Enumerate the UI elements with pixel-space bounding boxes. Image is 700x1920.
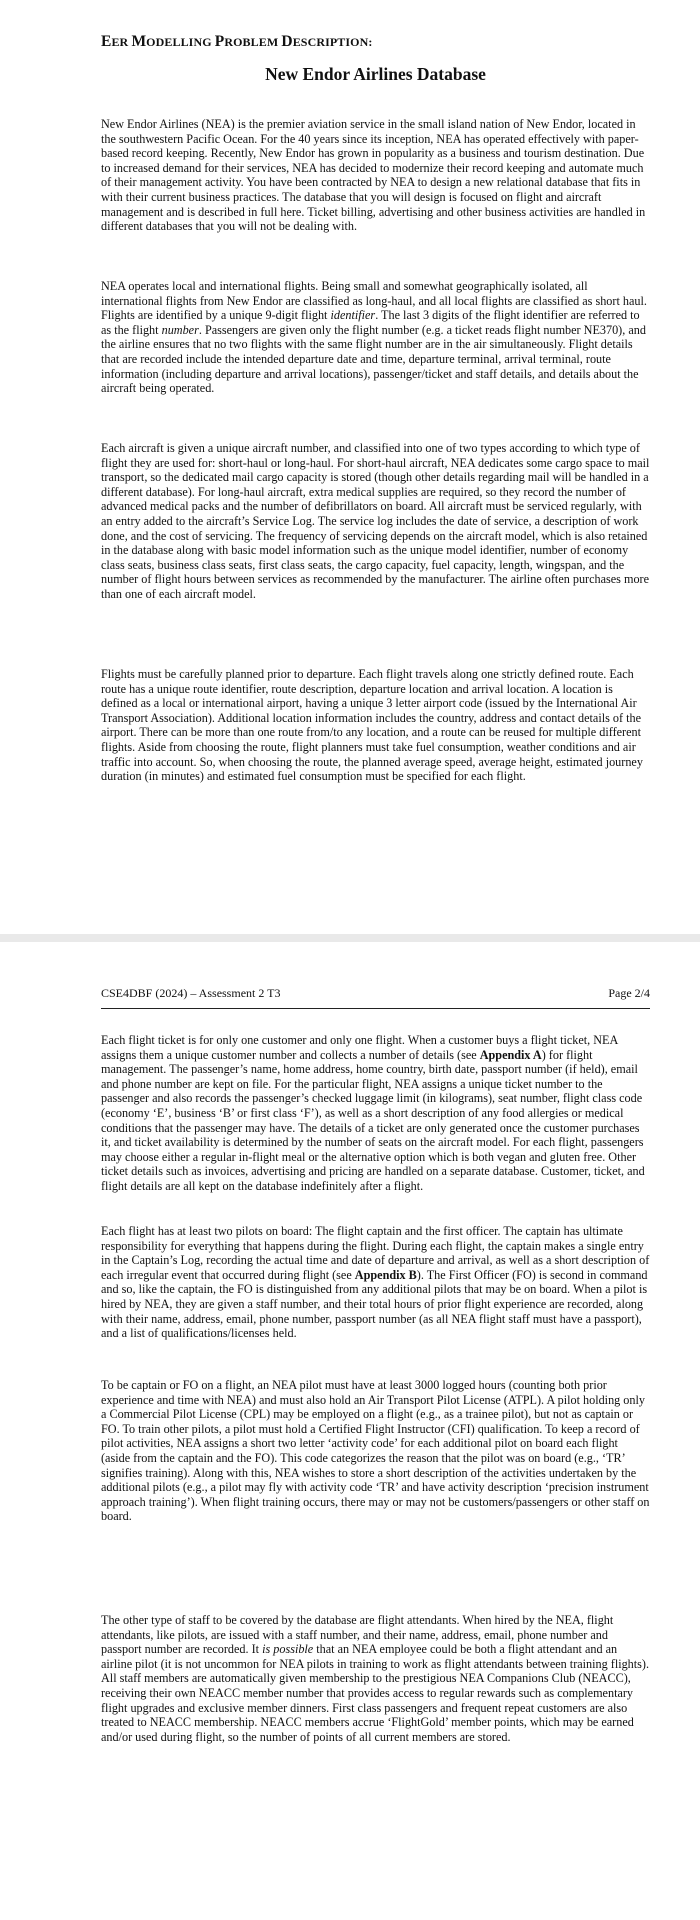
text-run: Each flight ticket is for only one customer and only one flight. When a customer buys a flight ticket, NEA assigns them a unique customer number and collects a number of details (see bbox=[101, 1033, 618, 1062]
text-run: . The last 3 digits of the flight identifier are referred to as the flight bbox=[101, 308, 640, 337]
text-run: that an NEA employee could be both a flight attendant and an airline pilot (it is not uncommon for NEA pilots in training to work as flight attendants between training flights). All staff members are automatically given membership to the prestigious NEA Companions Club (NEACC), receiving their own NEACC member number that provides access to regular rewards such as complementary flight upgrades and exclusive member dinners. First class passengers and frequent repeat customers are also treated to NEACC membership. NEACC members accrue ‘FlightGold’ member points, which may be earned and/or used during flight, so the number of points of all current members are stored. bbox=[101, 1642, 650, 1744]
text-run: Each flight has at least two pilots on board: The flight captain and the first officer. The captain has ultimate responsibility for everything that happens during the flight. During each flight, the captain makes a single entry in the Captain’s Log, recording the actual time and date of departure and arrival, as well as a short description of each irregular event that occurred during flight (see bbox=[101, 1224, 650, 1282]
text-run: ). The First Officer (FO) is second in command and so, like the captain, the FO is distinguished from any additional pilots that may be on board. When a pilot is hired by NEA, they are given a staff number, and their total hours of prior flight experience are recorded, along with their name, address, email, phone number, passport number (as all NEA flight staff must have a passport), and a list of qualifications/licenses held. bbox=[101, 1267, 648, 1341]
page-header bbox=[101, 986, 650, 1009]
paragraph-aircraft: Each aircraft is given a unique aircraft number, and classified into one of two types according to which type of flight they are used for: short-haul or long-haul. For short-haul aircraft, NEA dedicates some cargo space to mail transport, so the dedicated mail cargo capacity is stored (though other details regarding mail will be handled in a different database). For long-haul aircraft, extra medical supplies are required, so they record the number of advanced medical packs and the number of defibrillators on board. All aircraft must be serviced regularly, with an entry added to the aircraft’s Service Log. The service log includes the date of service, a description of work done, and the cost of servicing. The frequency of servicing depends on the aircraft model, which is also retained in the database along with basic model information such as the unique model identifier, number of economy class seats, business class seats, first class seats, the cargo capacity, fuel capacity, length, wingspan, and the number of flight hours between services as recommended by the manufacturer. The airline often purchases more than one of each aircraft model. bbox=[101, 441, 650, 601]
paragraph-intro: New Endor Airlines (NEA) is the premier aviation service in the small island nation of New Endor, located in the southwestern Pacific Ocean. For the 40 years since its inception, NEA has operated effectively with paper-based record keeping. Recently, New Endor has grown in popularity as a business and tourism destination. Due to increased demand for their services, NEA has decided to modernize their record keeping and automate much of their management activity. You have been contracted by NEA to design a new relational database that fits in with their current business practices. The database that you will design is focused on flight and aircraft management and is described in full here. Ticket billing, advertising and other business activities are handled in different databases that you will not be dealing with. bbox=[101, 117, 646, 234]
heading-part: ODELLING bbox=[146, 35, 215, 49]
italic-term: number bbox=[161, 322, 199, 337]
paragraph-pilots bbox=[101, 1224, 650, 1341]
heading-part: ER bbox=[111, 35, 132, 49]
italic-term: identifier bbox=[330, 308, 376, 323]
paragraph-tickets bbox=[101, 1033, 650, 1194]
appendix-reference: Appendix B bbox=[354, 1267, 417, 1282]
text-run: . Passengers are given only the flight number (e.g. a ticket reads flight number NE370), and the airline ensures that no two flights with the same flight number are in the air simultaneously. Flight details that are recorded include the intended departure date and time, departure terminal, arrival terminal, route information (including departure and arrival locations), passenger/ticket and staff details, and details about the aircraft being operated. bbox=[101, 322, 646, 396]
section-heading bbox=[101, 33, 372, 51]
paragraph-flight-attendants bbox=[101, 1613, 650, 1744]
heading-part: ESCRIPTION: bbox=[292, 35, 373, 49]
heading-part: ROBLEM bbox=[224, 35, 282, 49]
italic-term: is possible bbox=[262, 1642, 314, 1657]
document-page-1 bbox=[0, 0, 700, 934]
document-page-2 bbox=[0, 942, 700, 1920]
text-run: The other type of staff to be covered by the database are flight attendants. When hired by the NEA, flight attendants, like pilots, are issued with a staff number, and their name, address, email, phone number and passport number are recorded. It bbox=[101, 1613, 614, 1657]
page-number: Page 2/4 bbox=[608, 986, 650, 1000]
course-label: CSE4DBF (2024) – Assessment 2 T3 bbox=[101, 986, 281, 1000]
heading-initial: E bbox=[101, 33, 112, 50]
appendix-reference: Appendix A bbox=[479, 1047, 542, 1062]
text-run: NEA operates local and international flights. Being small and somewhat geographically isolated, all international flights from New Endor are classified as long-haul, and all local flights are classified as short haul. Flights are identified by a unique 9-digit flight bbox=[101, 279, 647, 323]
heading-initial: D bbox=[281, 33, 293, 50]
document-title: New Endor Airlines Database bbox=[265, 64, 486, 84]
heading-initial: P bbox=[214, 33, 225, 50]
paragraph-pilot-qualifications: To be captain or FO on a flight, an NEA pilot must have at least 3000 logged hours (counting both prior experience and time with NEA) and must also hold an Air Transport Pilot License (ATPL). A pilot holding only a Commercial Pilot License (CPL) may be employed on a flight (e.g., as a trainee pilot), but not as captain or FO. To train other pilots, a pilot must hold a Certified Flight Instructor (CFI) qualification. To keep a record of pilot activities, NEA assigns a short two letter ‘activity code’ for each additional pilot on board each flight (aside from the captain and the FO). This code categorizes the reason that the pilot was on board (e.g., ‘TR’ signifies training). Along with this, NEA wishes to store a short description of the activities undertaken by the additional pilots (e.g., a pilot may fly with activity code ‘TR’ and have activity description ‘precision instrument approach training’). When flight training occurs, there may or may not be customers/passengers or other staff on board. bbox=[101, 1378, 650, 1524]
paragraph-flights bbox=[101, 279, 650, 396]
paragraph-routes: Flights must be carefully planned prior to departure. Each flight travels along one strictly defined route. Each route has a unique route identifier, route description, departure location and arrival location. A location is defined as a local or international airport, having a unique 3 letter airport code (issued by the International Air Transport Association). Additional location information includes the country, address and contact details of the airport. There can be more than one route from/to any location, and a route can be reused for multiple different flights. Aside from choosing the route, flight planners must take fuel consumption, weather conditions and air traffic into account. So, when choosing the route, the planned average speed, average height, estimated journey duration (in minutes) and estimated fuel consumption must be specified for each flight. bbox=[101, 667, 643, 784]
text-run: ) for flight management. The passenger’s name, home address, home country, birth date, passport number (if held), email and phone number are kept on file. For the particular flight, NEA assigns a unique ticket number to the passenger and also records the passenger’s checked luggage limit (in kilograms), seat number, flight class code (economy ‘E’, business ‘B’ or first class ‘F’), as well as a short description of any food allergies or medical conditions that the passenger may have. The details of a ticket are only generated once the customer purchases it, and ticket availability is determined by the number of seats on the aircraft model. For each flight, passengers may choose either a regular in-flight meal or the alternative option which is both vegan and gluten free. Other ticket details such as invoices, advertising and pricing are handled on a separate database. Customer, ticket, and flight details are all kept on the database indefinitely after a flight. bbox=[101, 1047, 645, 1193]
heading-initial: M bbox=[131, 33, 147, 50]
